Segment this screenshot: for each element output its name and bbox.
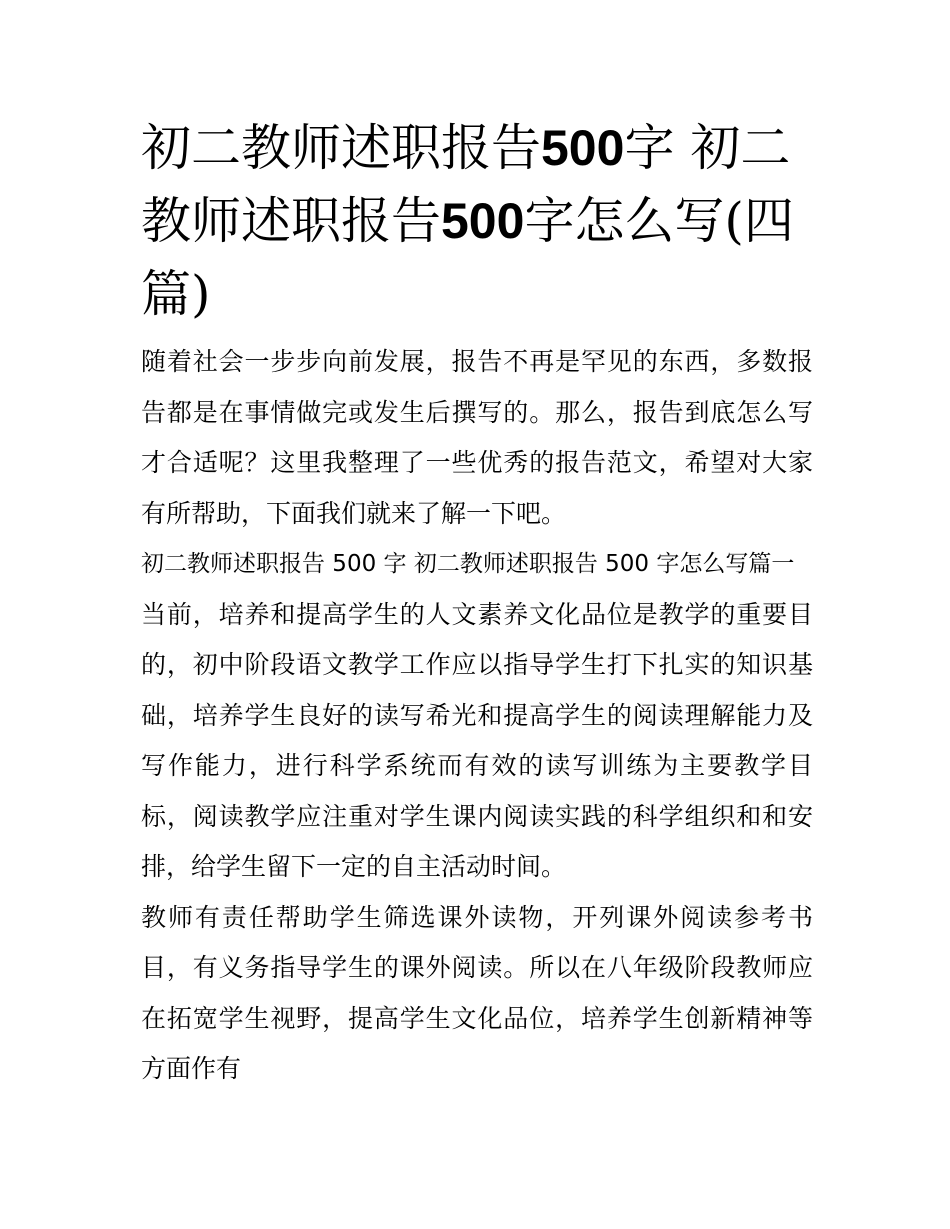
title-part: 500 xyxy=(541,120,625,176)
title-part: 字 初二教师述职报告 xyxy=(141,119,791,250)
title-part: 字怎么写(四篇) xyxy=(141,192,794,323)
document-title xyxy=(141,112,813,331)
body-paragraph: 教师有责任帮助学生筛选课外读物，开列课外阅读参考书目，有义务指导学生的课外阅读。所以在八年级阶段教师应在拓宽学生视野，提高学生文化品位，培养学生创新精神等方面作有 xyxy=(141,902,813,1083)
intro-paragraph: 随着社会一步步向前发展，报告不再是罕见的东西，多数报告都是在事情做完或发生后撰写的。那么，报告到底怎么写才合适呢？这里我整理了一些优秀的报告范文，希望对大家有所帮助，下面我们就来了解一下吧。 xyxy=(141,347,813,528)
section-heading: 初二教师述职报告 500 字 初二教师述职报告 500 字怎么写篇一 xyxy=(141,551,795,577)
title-part: 初二教师述职报告 xyxy=(141,119,541,177)
document-content xyxy=(141,112,813,1095)
body-paragraph: 当前，培养和提高学生的人文素养文化品位是教学的重要目的，初中阶段语文教学工作应以指导学生打下扎实的知识基础，培养学生良好的读写希光和提高学生的阅读理解能力及写作能力，进行科学系统而有效的读写训练为主要教学目标，阅读教学应注重对学生课内阅读实践的科学组织和和安排，给学生留下一定的自主活动时间。 xyxy=(141,599,813,881)
title-part: 500 xyxy=(441,193,525,249)
